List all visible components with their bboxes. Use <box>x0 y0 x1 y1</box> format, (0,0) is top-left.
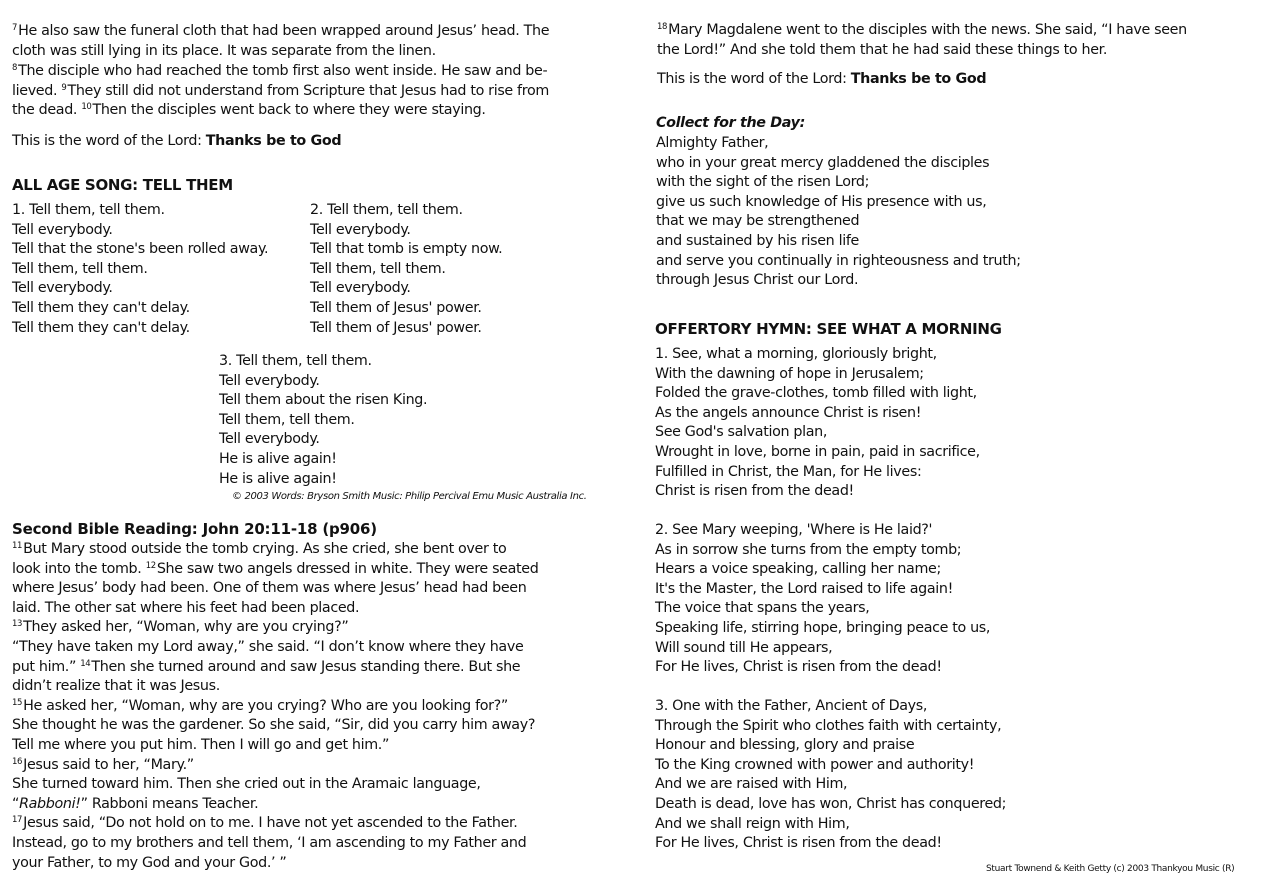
lyric-line: It's the Master, the Lord raised to life again! <box>655 580 953 597</box>
song-verse-1 <box>12 201 268 338</box>
reading-line: She thought he was the gardener. So she said, “Sir, did you carry him away? <box>12 717 536 734</box>
lyric-line: Christ is risen from the dead! <box>655 483 854 500</box>
reading-line: $^{16}$Jesus said to her, “Mary.” <box>12 756 194 773</box>
lyric-line: 2. See Mary weeping, 'Where is He laid?' <box>655 522 933 538</box>
verse-7-line-1: $^7$He also saw the funeral cloth that had been wrapped around Jesus’ head. The <box>12 23 550 39</box>
reading-line: put him.” $^{14}$Then she turned around and saw Jesus standing there. But she <box>12 658 521 675</box>
lyric-line: To the King crowned with power and authority! <box>655 756 975 773</box>
reading-2-response: This is the word of the Lord: Thanks be to God <box>657 71 987 87</box>
collect-line: who in your great mercy gladdened the disciples <box>656 154 990 171</box>
reading-line: didn’t realize that it was Jesus. <box>12 678 220 695</box>
lyric-line: Death is dead, love has won, Christ has conquered; <box>655 795 1007 812</box>
reading-line: “Rabboni!” Rabboni means Teacher. <box>12 795 259 812</box>
reading-line: $^{15}$He asked her, “Woman, why are you crying? Who are you looking for?” <box>12 697 508 714</box>
reading-line: Tell me where you put him. Then I will go and get him.” <box>12 736 390 753</box>
lyric-line: Fulfilled in Christ, the Man, for He lives: <box>655 463 922 480</box>
lyric-line: He is alive again! <box>219 450 337 467</box>
verse-number: 10 <box>81 102 92 112</box>
reading-line: laid. The other sat where his feet had been placed. <box>12 599 360 616</box>
lyric-line: See God's salvation plan, <box>655 424 828 441</box>
verse-number: 7 <box>12 23 18 33</box>
lyric-line: Tell them they can't delay. <box>12 299 190 316</box>
lyric-line: 1. See, what a morning, gloriously bright, <box>655 346 937 362</box>
lyric-line: Tell them they can't delay. <box>12 319 190 336</box>
lyric-line: 3. Tell them, tell them. <box>219 353 372 369</box>
lyric-line: Speaking life, stirring hope, bringing peace to us, <box>655 619 991 636</box>
lyric-line: 1. Tell them, tell them. <box>12 202 165 218</box>
hymn-copyright: Stuart Townend & Keith Getty (c) 2003 Thankyou Music (R) <box>986 864 1235 874</box>
lyric-line: Tell them of Jesus' power. <box>310 319 482 336</box>
verse-7-line-2: cloth was still lying in its place. It was separate from the linen. <box>12 43 436 59</box>
verse-8-line-1: $^8$The disciple who had reached the tomb first also went inside. He saw and be- <box>12 63 548 79</box>
lyric-line: Tell them, tell them. <box>12 260 148 277</box>
reading-line: your Father, to my God and your God.’ ” <box>12 854 287 871</box>
collect-line: that we may be strengthened <box>656 213 860 230</box>
lyric-line: Tell everybody. <box>219 372 320 389</box>
hymn-verse-2 <box>655 521 990 678</box>
lyric-line: As the angels announce Christ is risen! <box>655 404 922 421</box>
reading-line: look into the tomb. $^{12}$She saw two angels dressed in white. They were seated <box>12 560 539 577</box>
verse-18-line-1: $^{18}$Mary Magdalene went to the disciples with the news. She said, “I have seen <box>657 22 1187 38</box>
lyric-line: Through the Spirit who clothes faith with certainty, <box>655 717 1002 734</box>
lyric-line: Tell them, tell them. <box>310 260 446 277</box>
verse-10-line: the dead. $^{10}$Then the disciples went back to where they were staying. <box>12 102 486 118</box>
collect-line: and serve you continually in righteousness and truth; <box>656 252 1021 269</box>
lyric-line: Tell everybody. <box>310 221 411 238</box>
reading-2-body <box>12 540 538 873</box>
lyric-line: The voice that spans the years, <box>655 600 870 617</box>
lyric-line: Will sound till He appears, <box>655 639 833 656</box>
reading-1-response: This is the word of the Lord: Thanks be to God <box>12 133 342 149</box>
collect-line: with the sight of the risen Lord; <box>656 174 870 191</box>
lyric-line: For He lives, Christ is risen from the dead! <box>655 659 942 676</box>
lyric-line: Tell that tomb is empty now. <box>310 241 503 258</box>
verse-number: 9 <box>61 83 67 93</box>
lyric-line: Folded the grave-clothes, tomb filled with light, <box>655 385 977 402</box>
lyric-line: With the dawning of hope in Jerusalem; <box>655 365 924 382</box>
lyric-line: Hears a voice speaking, calling her name; <box>655 561 941 578</box>
lyric-line: He is alive again! <box>219 470 337 487</box>
verse-number: 8 <box>12 63 18 73</box>
lyric-line: Tell them about the risen King. <box>219 392 428 409</box>
lyric-line: Tell everybody. <box>12 280 113 297</box>
collect-line: Almighty Father, <box>656 135 769 151</box>
reading-line: where Jesus’ body had been. One of them was where Jesus’ head had been <box>12 580 527 597</box>
lyric-line: Honour and blessing, glory and praise <box>655 737 915 754</box>
lyric-line: Tell that the stone's been rolled away. <box>12 241 269 258</box>
lyric-line: And we are raised with Him, <box>655 776 848 793</box>
reading-line: $^{11}$But Mary stood outside the tomb crying. As she cried, she bent over to <box>12 541 507 557</box>
collect-line: give us such knowledge of His presence with us, <box>656 193 987 210</box>
reading-line: $^{17}$Jesus said, “Do not hold on to me. I have not yet ascended to the Father. <box>12 815 518 832</box>
lyric-line: Tell them of Jesus' power. <box>310 299 482 316</box>
reading-line: She turned toward him. Then she cried out in the Aramaic language, <box>12 776 481 793</box>
lyric-line: Tell them, tell them. <box>219 411 355 428</box>
lyric-line: And we shall reign with Him, <box>655 815 850 832</box>
verse-18-line-2: the Lord!” And she told them that he had said these things to her. <box>657 42 1108 58</box>
verse-number: 18 <box>657 22 668 32</box>
reading-line: “They have taken my Lord away,” she said. “I don’t know where they have <box>12 638 524 655</box>
lyric-line: Tell everybody. <box>310 280 411 297</box>
collect-title: Collect for the Day: <box>656 115 805 131</box>
lyric-line: Tell everybody. <box>219 431 320 448</box>
lyric-line: For He lives, Christ is risen from the dead! <box>655 835 942 852</box>
hymn-verse-3 <box>655 697 1006 854</box>
collect-body <box>656 134 1021 291</box>
hymn-title: OFFERTORY HYMN: SEE WHAT A MORNING <box>655 320 1002 338</box>
collect-line: and sustained by his risen life <box>656 232 859 249</box>
hymn-verse-1 <box>655 345 980 502</box>
song-verse-3 <box>219 352 427 489</box>
song-title: ALL AGE SONG: TELL THEM <box>12 176 233 194</box>
reading-line: Instead, go to my brothers and tell them, ‘I am ascending to my Father and <box>12 834 527 851</box>
lyric-line: As in sorrow she turns from the empty tomb; <box>655 541 962 558</box>
lyric-line: 2. Tell them, tell them. <box>310 202 463 218</box>
lyric-line: Wrought in love, borne in pain, paid in sacrifice, <box>655 443 980 460</box>
reading-line: $^{13}$They asked her, “Woman, why are you crying?” <box>12 619 349 636</box>
verse-8-9-line: lieved. $^9$They still did not understand from Scripture that Jesus had to rise from <box>12 83 549 99</box>
song-copyright: © 2003 Words: Bryson Smith Music: Philip Percival Emu Music Australia Inc. <box>232 491 587 502</box>
lyric-line: Tell everybody. <box>12 221 113 238</box>
song-verse-2 <box>310 201 502 338</box>
lyric-line: 3. One with the Father, Ancient of Days, <box>655 698 928 714</box>
collect-line: through Jesus Christ our Lord. <box>656 272 859 289</box>
reading-2-title: Second Bible Reading: John 20:11-18 (p906) <box>12 520 377 538</box>
